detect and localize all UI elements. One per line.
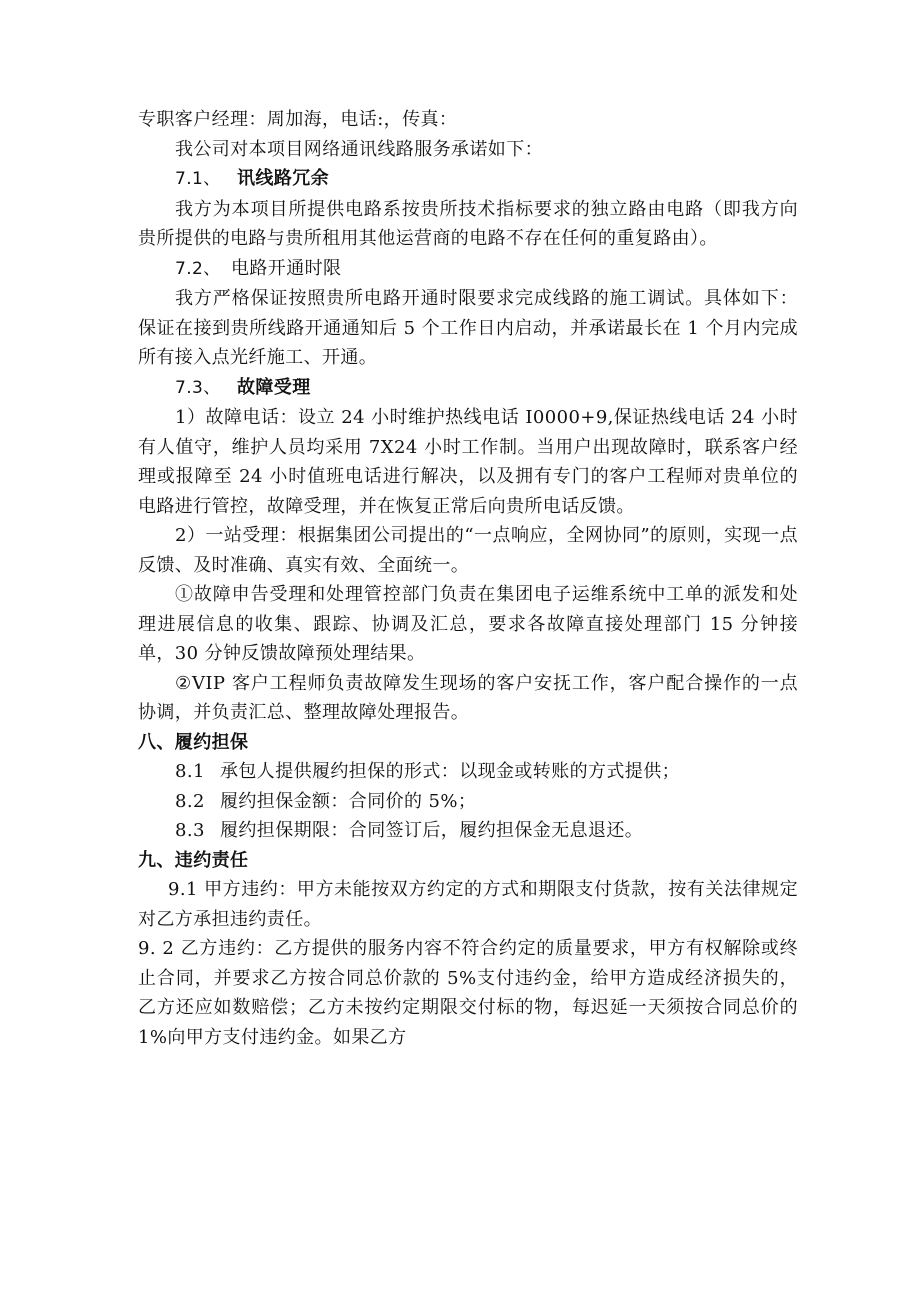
clause-8-2: [138, 787, 798, 817]
heading-number: 7.2、: [175, 258, 221, 279]
heading-number: 7.1、: [175, 169, 221, 189]
clause-text: 承包人提供履约担保的形式：以现金或转账的方式提供；: [220, 761, 680, 782]
clause-number: 8.3: [175, 820, 205, 841]
heading-7-1: [138, 164, 798, 195]
heading-7-2: [138, 254, 798, 285]
paragraph-7-2: 我方严格保证按照贵所电路开通时限要求完成线路的施工调试。具体如下：保证在接到贵所线路开通通知后 5 个工作日内启动，并承诺最长在 1 个月内完成所有接入点光纤施工、开通。: [138, 288, 798, 368]
heading-title: 故障受理: [237, 376, 311, 398]
heading-number: 7.3、: [175, 377, 221, 398]
heading-title: 电路开通时限: [231, 257, 342, 279]
clause-number: 8.2: [175, 790, 205, 812]
paragraph-fault-phone: 1）故障电话：设立 24 小时维护热线电话 I0000+9,保证热线电话 24 小时有人值守，维护人员均采用 7X24 小时工作制。当用户出现故障时，联系客户经理或报障至 24 小时值班电话进行解决，以及拥有专门的客户工程师对贵单位的电路进行管控，故障受理，并在恢复正常后向贵所电话反馈。: [138, 407, 798, 517]
account-manager-line: 专职客户经理：周加海，电话:，传真：: [138, 109, 458, 130]
clause-9-2: 9. 2 乙方违约：乙方提供的服务内容不符合约定的质量要求，甲方有权解除或终止合同，并要求乙方按合同总价款的 5%支付违约金，给甲方造成经济损失的，乙方还应如数赔偿；乙方未按约定期限交付标的物，每迟延一天须按合同总价的 1%向甲方支付违约金。如果乙方: [138, 938, 805, 1048]
clause-9-1: 9.1 甲方违约：甲方未能按双方约定的方式和期限支付货款，按有关法律规定对乙方承担违约责任。: [138, 879, 798, 930]
heading-title: 讯线路冗余: [237, 168, 329, 189]
clause-8-1: [138, 757, 798, 787]
paragraph-one-stop: 2）一站受理：根据集团公司提出的“一点响应，全网协同”的原则，实现一点反馈、及时准确、真实有效、全面统一。: [138, 525, 798, 576]
clause-8-3: [138, 816, 798, 846]
section-heading-9: 九、违约责任: [138, 849, 249, 871]
clause-text: 履约担保金额：合同价的 5%；: [220, 790, 477, 812]
document-body: [138, 105, 805, 1052]
section-heading-8: 八、履约担保: [138, 731, 249, 753]
service-intro: 我公司对本项目网络通讯线路服务承诺如下：: [175, 138, 543, 160]
paragraph-fault-report: ①故障申告受理和处理管控部门负责在集团电子运维系统中工单的派发和处理进展信息的收集、跟踪、协调及汇总，要求各故障直接处理部门 15 分钟接单，30 分钟反馈故障预处理结果。: [138, 584, 798, 664]
clause-text: 履约担保期限：合同签订后，履约担保金无息退还。: [220, 820, 644, 841]
heading-7-3: [138, 373, 798, 404]
clause-number: 8.1: [175, 761, 205, 782]
paragraph-7-1: 我方为本项目所提供电路系按贵所技术指标要求的独立路由电路（即我方向贵所提供的电路与贵所租用其他运营商的电路不存在任何的重复路由）。: [138, 198, 798, 249]
paragraph-vip-engineer: ②VIP 客户工程师负责故障发生现场的客户安抚工作，客户配合操作的一点协调，并负责汇总、整理故障处理报告。: [138, 672, 798, 723]
